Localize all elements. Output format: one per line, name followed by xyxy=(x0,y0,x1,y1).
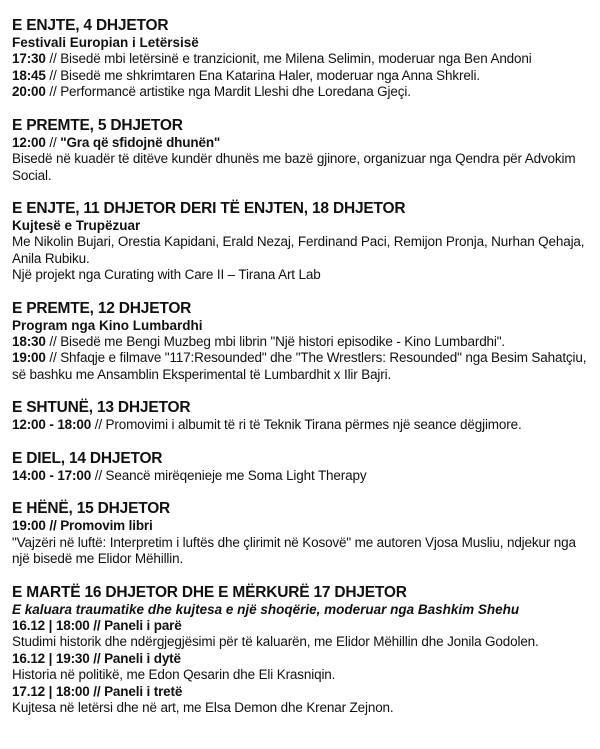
panel-time: 16.12 | 19:30 xyxy=(12,650,90,666)
day-heading: E ENJTE, 4 DHJETOR xyxy=(12,17,169,34)
event-description: "Vajzëri në luftë: Interpretim i luftës dhe çlirimit në Kosovë" me autoren Vjosa Musliu, ndjekur nga një bisedë me Elidor Mëhillin. xyxy=(12,534,576,566)
project-credit: Një projekt nga Curating with Care II – Tirana Art Lab xyxy=(12,267,321,282)
event-section-dec-11-18 xyxy=(12,200,588,284)
panel-heading xyxy=(12,684,588,701)
panel-title: Paneli i tretë xyxy=(104,683,183,699)
day-heading: E ENJTE, 11 DHJETOR DERI TË ENJTEN, 18 DHJETOR xyxy=(12,200,406,217)
separator: // xyxy=(49,350,57,365)
schedule-line xyxy=(12,350,588,383)
event-time: 14:00 - 17:00 xyxy=(12,467,92,483)
event-time: 12:00 xyxy=(12,134,46,150)
panel-time: 16.12 | 18:00 xyxy=(12,617,90,633)
schedule-line xyxy=(12,417,588,434)
event-description: Bisedë me Bengi Muzbeg mbi librin "Një histori episodike - Kino Lumbardhi". xyxy=(60,333,506,349)
section-subtitle: Festivali Europian i Letërsisë xyxy=(12,35,199,50)
separator: // xyxy=(93,683,101,699)
event-description: Performancë artistike nga Mardit Lleshi dhe Loredana Gjeçi. xyxy=(60,84,411,99)
separator: // xyxy=(93,617,101,633)
event-time: 20:00 xyxy=(12,84,46,99)
schedule-line xyxy=(12,84,588,101)
event-section-dec-15 xyxy=(12,500,588,568)
schedule-line xyxy=(12,135,588,152)
panel-heading xyxy=(12,618,588,635)
panel-title: Paneli i dytë xyxy=(104,650,181,666)
event-time: 18:45 xyxy=(12,67,46,83)
event-time: 19:00 xyxy=(12,350,46,365)
panel-title: Paneli i parë xyxy=(104,617,182,633)
panel-description: Studimi historik dhe ndërgjegjësimi për të kaluarën, me Elidor Mëhillin dhe Jonila Godolen. xyxy=(12,634,539,649)
event-time: 19:00 xyxy=(12,518,46,533)
section-subtitle: Kujtesë e Trupëzuar xyxy=(12,218,141,233)
day-heading: E HËNË, 15 DHJETOR xyxy=(12,500,171,517)
event-section-dec-13 xyxy=(12,399,588,434)
event-description: Bisedë në kuadër të ditëve kundër dhunës me bazë gjinore, organizuar nga Qendra për Advokim Social. xyxy=(12,151,576,183)
event-section-dec-12 xyxy=(12,300,588,384)
event-description: Shfaqje e filmave "117:Resounded" dhe "The Wrestlers: Resounded" nga Besim Sahatçiu, së bashku me Ansamblin Eksperimental të Lumbardhit x Ilir Bajri. xyxy=(12,350,587,382)
day-heading: E DIEL, 14 DHJETOR xyxy=(12,449,163,467)
event-time: 12:00 - 18:00 xyxy=(12,417,92,432)
event-title: Promovim libri xyxy=(60,518,153,533)
section-subtitle: E kaluara traumatike dhe kujtesa e një shoqërie, moderuar nga Bashkim Shehu xyxy=(12,601,520,617)
event-description: Promovimi i albumit të ri të Teknik Tirana përmes një seance dëgjimore. xyxy=(105,417,522,432)
schedule-line xyxy=(12,68,588,85)
event-time: 17:30 xyxy=(12,51,46,66)
event-description: Bisedë mbi letërsinë e tranzicionit, me Milena Selimin, moderuar nga Ben Andoni xyxy=(60,51,532,66)
separator: // xyxy=(49,518,57,533)
panel-description: Kujtesa në letërsi dhe në art, me Elsa Demon dhe Krenar Zejnon. xyxy=(12,700,394,715)
event-section-dec-4 xyxy=(12,17,588,101)
separator: // xyxy=(49,84,57,99)
section-subtitle: Program nga Kino Lumbardhi xyxy=(12,317,203,333)
schedule-line xyxy=(12,51,588,68)
day-heading: E SHTUNË, 13 DHJETOR xyxy=(12,399,191,416)
separator: // xyxy=(49,333,57,349)
separator: // xyxy=(49,67,57,83)
separator: // xyxy=(94,467,102,483)
event-title: "Gra që sfidojnë dhunën" xyxy=(60,134,221,150)
schedule-line xyxy=(12,334,588,351)
event-time: 18:30 xyxy=(12,333,46,349)
panel-time: 17.12 | 18:00 xyxy=(12,683,90,699)
panel-heading xyxy=(12,651,588,668)
event-section-dec-14 xyxy=(12,450,588,485)
event-section-dec-16-17 xyxy=(12,584,588,717)
event-description: Bisedë me shkrimtaren Ena Katarina Haler, moderuar nga Anna Shkreli. xyxy=(60,67,480,83)
day-heading: E MARTË 16 DHJETOR DHE E MËRKURË 17 DHJETOR xyxy=(12,583,407,601)
participants-text: Me Nikolin Bujari, Orestia Kapidani, Erald Nezaj, Ferdinand Paci, Remijon Pronja, Nurhan Qehaja, Anila Rubiku. xyxy=(12,234,585,266)
schedule-line xyxy=(12,468,588,485)
event-description: Seancë mirëqenieje me Soma Light Therapy xyxy=(105,467,367,483)
separator: // xyxy=(49,134,57,150)
event-section-dec-5 xyxy=(12,117,588,185)
separator: // xyxy=(94,417,102,432)
schedule-line xyxy=(12,518,588,535)
day-heading: E PREMTE, 12 DHJETOR xyxy=(12,299,192,317)
panel-description: Historia në politikë, me Edon Qesarin dhe Eli Krasniqin. xyxy=(12,667,336,682)
day-heading: E PREMTE, 5 DHJETOR xyxy=(12,116,183,134)
separator: // xyxy=(93,650,101,666)
separator: // xyxy=(49,51,57,66)
